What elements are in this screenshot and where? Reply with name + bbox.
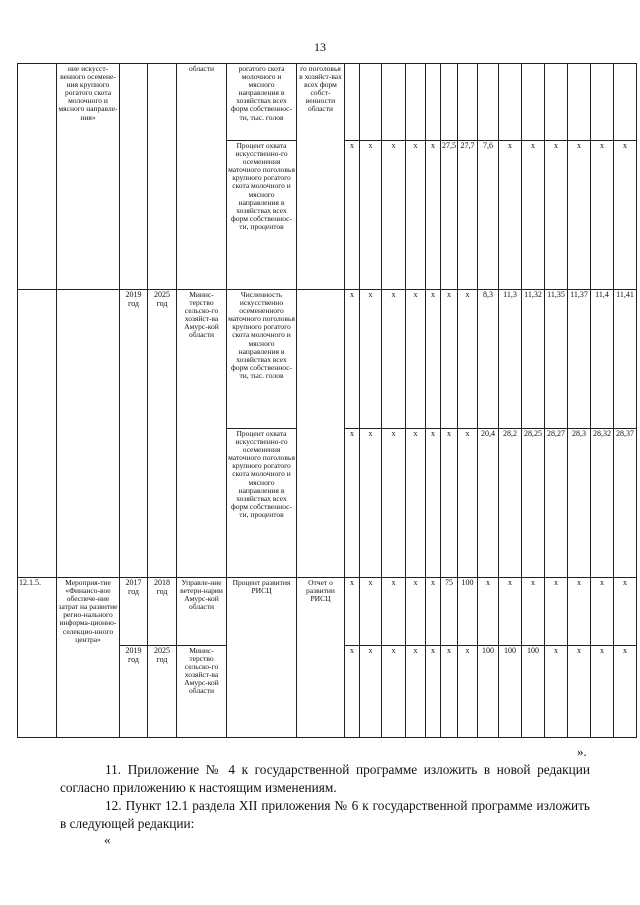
- value-cell: [406, 64, 426, 141]
- table-row: [18, 64, 637, 141]
- value-cell: 75: [441, 578, 458, 646]
- program-table: [17, 63, 637, 738]
- value-cell: [426, 64, 441, 141]
- value-cell: 28,32: [591, 429, 614, 578]
- value-cell: х: [499, 578, 522, 646]
- row-number-cell: [18, 290, 57, 578]
- value-cell: х: [441, 646, 458, 738]
- value-cell: х: [345, 646, 360, 738]
- value-cell: х: [614, 141, 637, 290]
- value-cell: [614, 64, 637, 141]
- value-cell: 100: [478, 646, 499, 738]
- value-cell: х: [360, 646, 382, 738]
- end-year-cell: [148, 64, 177, 290]
- row-number-cell: [18, 64, 57, 290]
- value-cell: х: [426, 646, 441, 738]
- value-cell: 100: [499, 646, 522, 738]
- value-cell: 11,4: [591, 290, 614, 429]
- value-cell: 11,41: [614, 290, 637, 429]
- value-cell: [545, 64, 568, 141]
- value-cell: х: [382, 578, 406, 646]
- value-cell: х: [478, 578, 499, 646]
- value-cell: х: [568, 141, 591, 290]
- indicator-cell: рогатого скота молочного и мясного направления в хозяйствах всех форм собственнос-ти, тыс. голов: [227, 64, 297, 141]
- value-cell: х: [360, 290, 382, 429]
- value-cell: [458, 64, 478, 141]
- indicator-cell: Процент развития РИСЦ: [227, 578, 297, 738]
- indicator-cell: Процент охвата искусственно-го осеменения маточного поголовья крупного рогатого скота молочного и мясного направления в хозяйствах всех форм собственнос-ти, процентов: [227, 141, 297, 290]
- value-cell: х: [545, 578, 568, 646]
- value-cell: [499, 64, 522, 141]
- value-cell: х: [591, 578, 614, 646]
- value-cell: [568, 64, 591, 141]
- value-cell: х: [406, 429, 426, 578]
- value-cell: [360, 64, 382, 141]
- value-cell: [345, 64, 360, 141]
- value-cell: х: [522, 578, 545, 646]
- value-cell: х: [360, 578, 382, 646]
- value-cell: х: [426, 141, 441, 290]
- value-cell: х: [499, 141, 522, 290]
- value-cell: х: [345, 141, 360, 290]
- value-cell: х: [382, 646, 406, 738]
- executor-cell: Управле-ние ветери-нарии Амурс-кой области: [177, 578, 227, 646]
- value-cell: х: [382, 429, 406, 578]
- value-cell: 20,4: [478, 429, 499, 578]
- value-cell: х: [382, 141, 406, 290]
- value-cell: 11,35: [545, 290, 568, 429]
- start-year-cell: [120, 64, 148, 290]
- value-cell: [478, 64, 499, 141]
- value-cell: 28,27: [545, 429, 568, 578]
- value-cell: 28,37: [614, 429, 637, 578]
- measure-name-cell: Мероприя-тие «Финансо-вое обеспече-ние затрат на развитие регио-нального информа-ционно-селекцио-нного центра»: [57, 578, 120, 738]
- value-cell: х: [360, 141, 382, 290]
- indicator-cell: Численность искусственно осемененного маточного поголовья крупного рогатого скота молочного и мясного направления в хозяйствах всех форм собственнос-ти, тыс. голов: [227, 290, 297, 429]
- value-cell: х: [458, 646, 478, 738]
- end-year-cell: 2025 год: [148, 646, 177, 738]
- value-cell: х: [345, 578, 360, 646]
- value-cell: х: [614, 646, 637, 738]
- table-row: [18, 290, 637, 429]
- value-cell: х: [426, 578, 441, 646]
- indicator-cell: Процент охвата искусственно-го осеменения маточного поголовья крупного рогатого скота молочного и мясного направления в хозяйствах всех форм собственнос-ти, процентов: [227, 429, 297, 578]
- start-year-cell: 2019 год: [120, 646, 148, 738]
- value-cell: [591, 64, 614, 141]
- value-cell: х: [614, 578, 637, 646]
- value-cell: х: [406, 290, 426, 429]
- value-cell: 11,32: [522, 290, 545, 429]
- value-cell: 27,7: [458, 141, 478, 290]
- value-cell: [382, 64, 406, 141]
- paragraph-item-11: 11. Приложение № 4 к государственной программе изложить в новой редакции согласно приложению к настоящим изменениям.: [60, 762, 590, 795]
- value-cell: х: [426, 429, 441, 578]
- value-cell: х: [441, 290, 458, 429]
- start-year-cell: 2017 год: [120, 578, 148, 646]
- reporting-cell: го поголовья в хозяйст-вах всех форм собст-венности области: [297, 64, 345, 290]
- value-cell: х: [522, 141, 545, 290]
- executor-cell: Минис-терство сельско-го хозяйст-ва Амурс-кой области: [177, 646, 227, 738]
- value-cell: х: [591, 141, 614, 290]
- value-cell: х: [545, 141, 568, 290]
- value-cell: 11,3: [499, 290, 522, 429]
- value-cell: х: [345, 290, 360, 429]
- value-cell: х: [568, 646, 591, 738]
- executor-cell: области: [177, 64, 227, 290]
- start-year-cell: 2019 год: [120, 290, 148, 578]
- row-number-cell: 12.1.5.: [18, 578, 57, 738]
- value-cell: 28,3: [568, 429, 591, 578]
- table-row: [18, 578, 637, 646]
- value-cell: [522, 64, 545, 141]
- reporting-cell: Отчет о развитии РИСЦ: [297, 578, 345, 738]
- executor-cell: Минис-терство сельско-го хозяйст-ва Амурс-кой области: [177, 290, 227, 578]
- opening-quote-mark: «: [104, 832, 111, 847]
- reporting-cell: [297, 290, 345, 578]
- value-cell: х: [406, 141, 426, 290]
- value-cell: х: [345, 429, 360, 578]
- measure-name-cell: ние искусст-венного осемене-ния крупного рогатого скота молочного и мясного направле-ния»: [57, 64, 120, 290]
- value-cell: х: [591, 646, 614, 738]
- value-cell: х: [406, 578, 426, 646]
- page-number: 13: [314, 40, 326, 54]
- paragraph-item-12: 12. Пункт 12.1 раздела XII приложения № 6 к государственной программе изложить в следующей редакции:: [60, 798, 590, 831]
- value-cell: х: [360, 429, 382, 578]
- value-cell: х: [406, 646, 426, 738]
- value-cell: 28,2: [499, 429, 522, 578]
- closing-quote-mark: ».: [577, 744, 587, 759]
- value-cell: 7,6: [478, 141, 499, 290]
- value-cell: х: [545, 646, 568, 738]
- end-year-cell: 2018 год: [148, 578, 177, 646]
- value-cell: 100: [522, 646, 545, 738]
- value-cell: 28,25: [522, 429, 545, 578]
- value-cell: 27,5: [441, 141, 458, 290]
- value-cell: х: [458, 429, 478, 578]
- value-cell: х: [426, 290, 441, 429]
- value-cell: х: [458, 290, 478, 429]
- end-year-cell: 2025 год: [148, 290, 177, 578]
- measure-name-cell: [57, 290, 120, 578]
- value-cell: 11,37: [568, 290, 591, 429]
- value-cell: х: [382, 290, 406, 429]
- value-cell: х: [568, 578, 591, 646]
- value-cell: [441, 64, 458, 141]
- value-cell: 8,3: [478, 290, 499, 429]
- value-cell: 100: [458, 578, 478, 646]
- value-cell: х: [441, 429, 458, 578]
